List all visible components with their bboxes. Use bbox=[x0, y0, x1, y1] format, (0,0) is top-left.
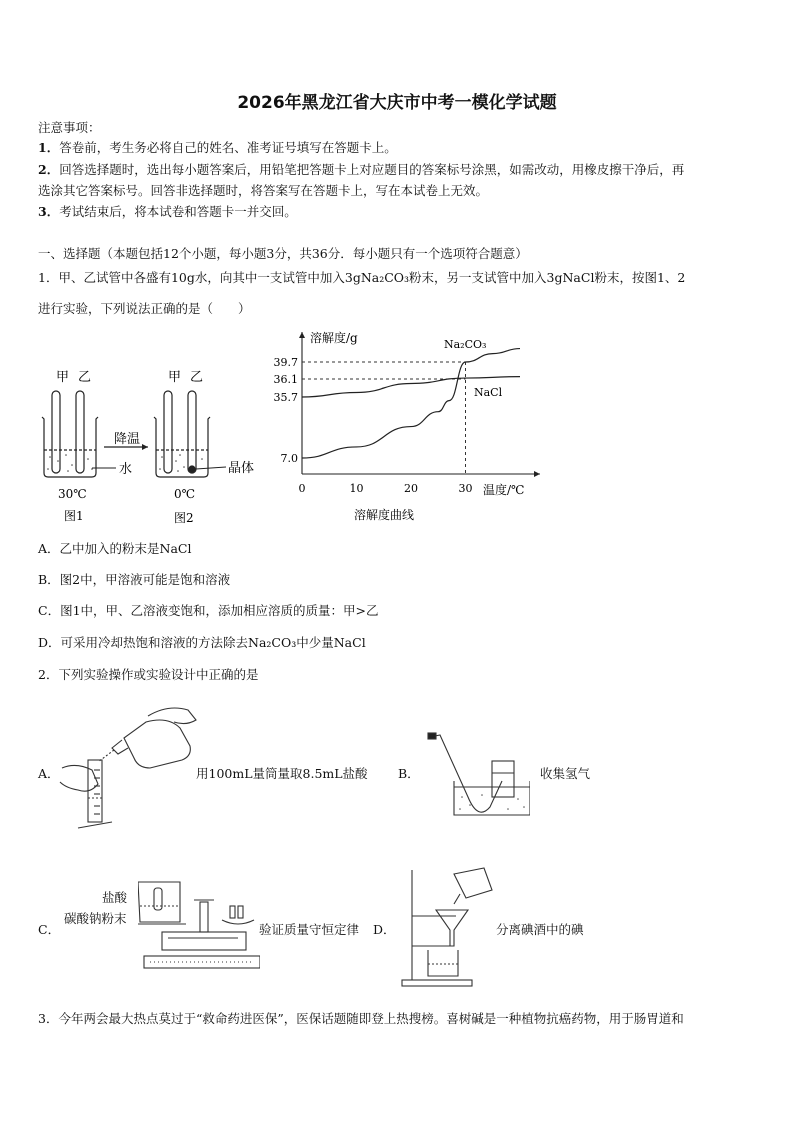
notice-heading: 注意事项： bbox=[38, 120, 101, 135]
section-heading: 一、选择题（本题包括12个小题，每小题3分，共36分．每小题只有一个选项符合题意） bbox=[38, 246, 528, 261]
fig2-caption: 图2 bbox=[174, 511, 194, 525]
series-label-nacl: NaCl bbox=[474, 386, 503, 399]
y-axis-label: 溶解度/g bbox=[310, 331, 358, 345]
cooling-label: 降温 bbox=[114, 432, 141, 447]
q1-stem-line2: 进行实验，下列说法正确的是（ ） bbox=[38, 301, 251, 316]
q3-stem: 3．今年两会最大热点莫过于“救命药进医保”，医保话题随即登上热搜榜。喜树碱是一种植物抗癌药物，用于肠胃道和 bbox=[38, 1011, 684, 1026]
q2-a-illustration bbox=[58, 698, 198, 843]
fig1-jia-label: 甲 bbox=[56, 370, 70, 385]
y-tick-label: 39.7 bbox=[273, 356, 298, 369]
fig2-jia-label: 甲 bbox=[168, 370, 182, 385]
y-tick-label: 7.0 bbox=[280, 452, 298, 465]
notice-item-1: 1．答卷前，考生务必将自己的姓名、准考证号填写在答题卡上。 bbox=[38, 140, 397, 155]
solubility-chart bbox=[270, 326, 560, 526]
notice-item-3: 3．考试结束后，将本试卷和答题卡一并交回。 bbox=[38, 204, 297, 219]
beaker-1 bbox=[42, 391, 98, 477]
notice-item-2-cont: 选涂其它答案标号。回答非选择题时，将答案写在答题卡上，写在本试卷上无效。 bbox=[38, 183, 489, 198]
q2-c-letter: C． bbox=[38, 922, 61, 937]
x-tick-label: 10 bbox=[349, 482, 364, 495]
q2-d-text: 分离碘酒中的碘 bbox=[496, 922, 584, 937]
x-tick-label: 0 bbox=[298, 482, 306, 495]
fig2-temp: 0℃ bbox=[174, 487, 196, 501]
fig1-temp: 30℃ bbox=[58, 487, 87, 501]
x-axis-label: 温度/℃ bbox=[483, 483, 525, 497]
q1-option-b: B．图2中，甲溶液可能是饱和溶液 bbox=[38, 572, 231, 587]
water-label: 水 bbox=[119, 462, 133, 477]
page-title: 2026年黑龙江省大庆市中考一模化学试题 bbox=[237, 93, 557, 113]
x-tick-label: 20 bbox=[404, 482, 418, 495]
crystal-label: 晶体 bbox=[228, 461, 255, 476]
q1-beaker-figure bbox=[30, 355, 270, 530]
fig1-yi-label: 乙 bbox=[78, 370, 92, 385]
series-label-na2co3: Na₂CO₃ bbox=[444, 338, 487, 351]
fig2-yi-label: 乙 bbox=[190, 370, 204, 385]
y-tick-label: 35.7 bbox=[273, 391, 298, 404]
q2-b-letter: B． bbox=[398, 766, 420, 781]
chart-title: 溶解度曲线 bbox=[354, 508, 415, 522]
x-tick-label: 30 bbox=[458, 482, 473, 495]
q1-option-a: A．乙中加入的粉末是NaCl bbox=[38, 541, 192, 556]
notice-item-2: 2．回答选择题时，选出每小题答案后，用铅笔把答题卡上对应题目的答案标号涂黑，如需改动，用橡皮擦干净后，再 bbox=[38, 162, 685, 177]
q2-a-text: 用100mL量筒量取8.5mL盐酸 bbox=[196, 766, 368, 781]
fig1-caption: 图1 bbox=[64, 509, 84, 523]
q2-c-label-hcl: 盐酸 bbox=[102, 890, 128, 905]
q1-option-d: D．可采用冷却热饱和溶液的方法除去Na₂CO₃中少量NaCl bbox=[38, 635, 366, 650]
q1-stem-line1: 1．甲、乙试管中各盛有10g水，向其中一支试管中加入3gNa₂CO₃粉末，另一支试管中加入3gNaCl粉末，按图1、2 bbox=[38, 270, 686, 285]
series-line-na2co3 bbox=[302, 349, 520, 458]
q1-option-c: C．图1中，甲、乙溶液变饱和，添加相应溶质的质量：甲>乙 bbox=[38, 603, 379, 618]
y-tick-label: 36.1 bbox=[273, 373, 298, 386]
q2-b-illustration bbox=[420, 725, 530, 825]
beaker-2 bbox=[154, 391, 210, 477]
q2-d-illustration bbox=[392, 864, 496, 992]
q2-d-letter: D． bbox=[373, 922, 396, 937]
q2-c-text: 验证质量守恒定律 bbox=[259, 922, 360, 937]
q2-c-illustration bbox=[138, 876, 260, 976]
q2-a-letter: A． bbox=[38, 766, 60, 781]
q2-c-label-na2co3: 碳酸钠粉末 bbox=[64, 911, 127, 926]
q2-stem: 2．下列实验操作或实验设计中正确的是 bbox=[38, 667, 259, 682]
q2-b-text: 收集氢气 bbox=[540, 766, 591, 781]
